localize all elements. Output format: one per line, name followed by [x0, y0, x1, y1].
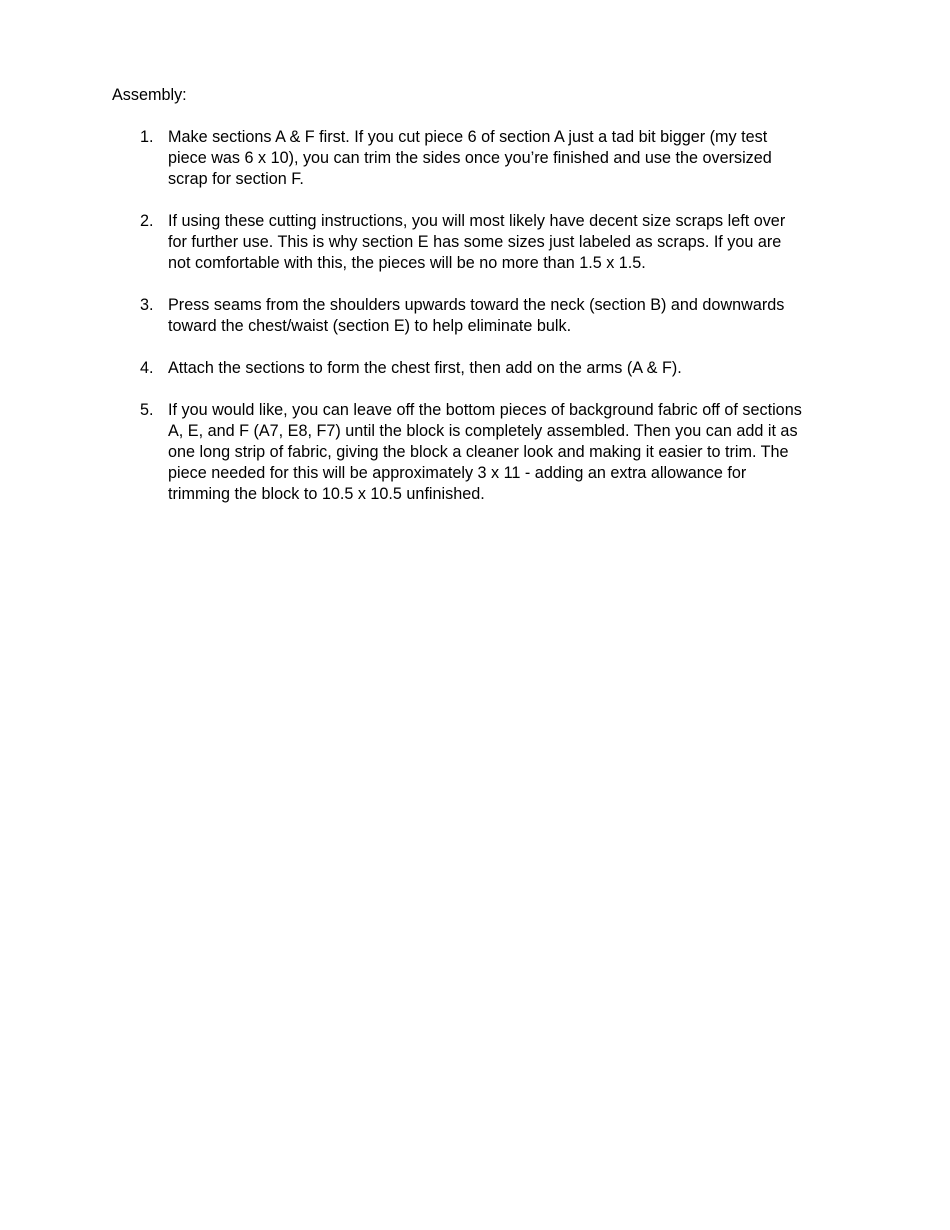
- list-item: [140, 400, 860, 505]
- list-item: [140, 211, 860, 274]
- list-item: [140, 295, 860, 337]
- item-text-line: Make sections A & F first. If you cut piece 6 of section A just a tad bit bigger (my test: [168, 128, 768, 146]
- section-heading: Assembly:: [112, 86, 187, 104]
- item-text-line: If you would like, you can leave off the bottom pieces of background fabric off of sections: [168, 401, 802, 419]
- item-text-line: not comfortable with this, the pieces will be no more than 1.5 x 1.5.: [168, 254, 646, 272]
- item-text-line: Attach the sections to form the chest first, then add on the arms (A & F).: [168, 359, 682, 377]
- item-text-line: one long strip of fabric, giving the block a cleaner look and making it easier to trim. The: [168, 443, 789, 461]
- item-text-line: Press seams from the shoulders upwards toward the neck (section B) and downwards: [168, 296, 785, 314]
- item-text-line: for further use. This is why section E has some sizes just labeled as scraps. If you are: [168, 233, 782, 251]
- item-text-line: toward the chest/waist (section E) to help eliminate bulk.: [168, 317, 572, 335]
- item-text-line: trimming the block to 10.5 x 10.5 unfinished.: [168, 485, 485, 503]
- item-text-line: If using these cutting instructions, you will most likely have decent size scraps left over: [168, 212, 786, 230]
- item-text-line: piece was 6 x 10), you can trim the sides once you’re finished and use the oversized: [168, 149, 772, 167]
- list-item: [140, 358, 860, 379]
- item-number: 4.: [140, 359, 154, 377]
- item-text-line: A, E, and F (A7, E8, F7) until the block is completely assembled. Then you can add it as: [168, 422, 798, 440]
- item-text-line: scrap for section F.: [168, 170, 304, 188]
- list-item: [140, 127, 860, 190]
- item-number: 3.: [140, 296, 154, 314]
- assembly-steps-list: [140, 127, 860, 526]
- item-number: 1.: [140, 128, 154, 146]
- item-number: 2.: [140, 212, 154, 230]
- item-number: 5.: [140, 401, 154, 419]
- item-text-line: piece needed for this will be approximately 3 x 11 - adding an extra allowance for: [168, 464, 747, 482]
